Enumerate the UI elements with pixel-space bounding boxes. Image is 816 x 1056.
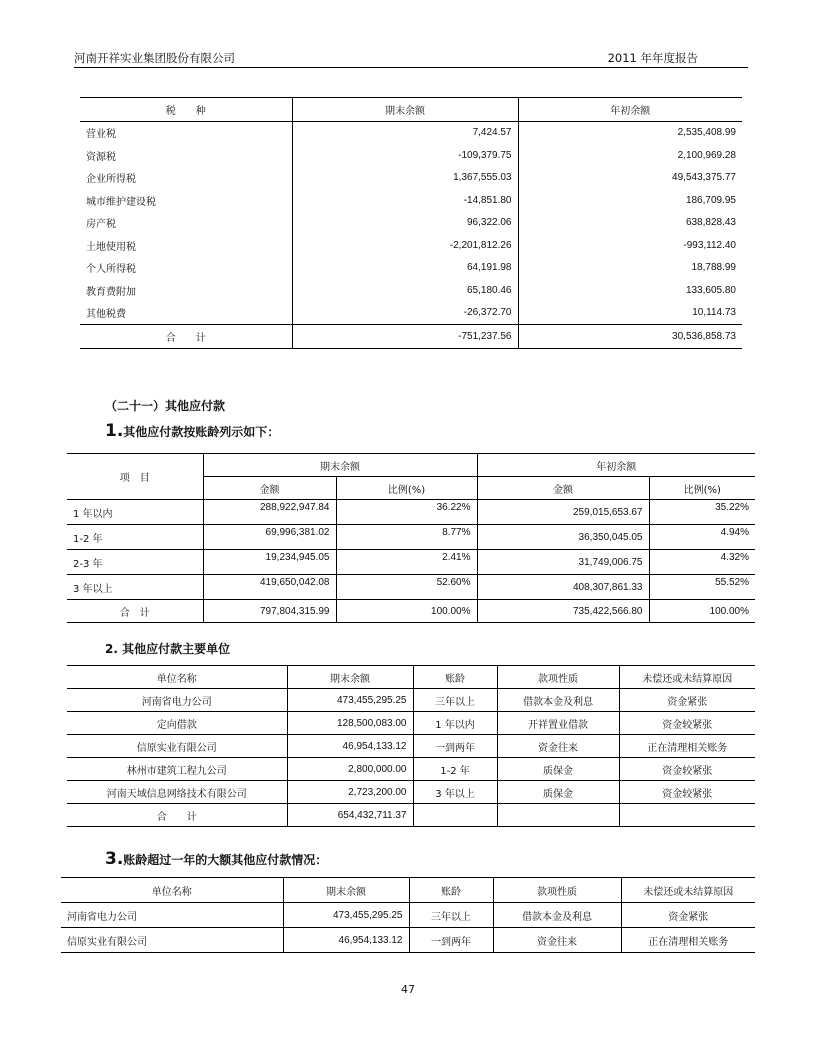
amount-header: 金额 <box>203 477 336 500</box>
end-balance: -14,851.80 <box>292 189 518 212</box>
period-begin-header: 年初余额 <box>477 454 755 477</box>
header-cell: 款项性质 <box>493 878 621 903</box>
age: 1 年以内 <box>413 712 497 735</box>
table-row <box>67 689 755 712</box>
begin-balance: 133,605.80 <box>518 279 742 302</box>
begin-balance: 638,828.43 <box>518 212 742 235</box>
reason: 资金较紧张 <box>619 712 755 735</box>
end-balance: 128,500,083.00 <box>287 712 413 735</box>
table-row <box>80 234 742 257</box>
table-header-row <box>67 666 755 689</box>
begin-balance: 18,788.99 <box>518 257 742 280</box>
total-begin-amount: 735,422,566.80 <box>477 600 649 623</box>
header-cell: 账龄 <box>413 666 497 689</box>
end-balance: 64,191.98 <box>292 257 518 280</box>
tax-name: 教育费附加 <box>86 286 136 298</box>
header-cell: 税 种 <box>80 98 292 122</box>
table-row <box>67 781 755 804</box>
age: 一到两年 <box>409 928 493 953</box>
nature: 资金往来 <box>497 735 619 758</box>
begin-balance: -993,112.40 <box>518 234 742 257</box>
reason: 正在清理相关账务 <box>621 928 755 953</box>
end-ratio: 36.22% <box>336 500 477 525</box>
unit-name: 信原实业有限公司 <box>67 735 287 758</box>
section-heading-1 <box>105 421 279 441</box>
table-header-row <box>80 98 742 122</box>
table-row <box>67 712 755 735</box>
unit-name: 河南省电力公司 <box>61 903 283 928</box>
table-row <box>67 575 755 600</box>
end-balance: 46,954,133.12 <box>283 928 409 953</box>
header-cell: 年初余额 <box>518 98 742 122</box>
report-title: 2011 年年度报告 <box>607 51 698 65</box>
header-cell: 款项性质 <box>497 666 619 689</box>
reason: 资金较紧张 <box>619 781 755 804</box>
unit-name: 定向借款 <box>67 712 287 735</box>
amount-header: 金额 <box>477 477 649 500</box>
tax-name: 土地使用税 <box>86 241 136 253</box>
total-label: 合 计 <box>80 325 292 349</box>
age-bucket: 3 年以上 <box>67 575 203 600</box>
empty-cell <box>497 804 619 827</box>
nature: 质保金 <box>497 781 619 804</box>
table-row <box>80 257 742 280</box>
section-heading-2 <box>105 640 230 657</box>
age: 三年以上 <box>409 903 493 928</box>
header-cell: 单位名称 <box>61 878 283 903</box>
aging-table <box>67 453 755 623</box>
end-balance: -109,379.75 <box>292 144 518 167</box>
age-bucket: 2-3 年 <box>67 550 203 575</box>
begin-amount: 259,015,653.67 <box>477 500 649 525</box>
total-row <box>67 600 755 623</box>
table-row <box>80 167 742 190</box>
header-cell: 期末余额 <box>283 878 409 903</box>
tax-name: 资源税 <box>86 151 116 163</box>
begin-ratio: 4.32% <box>649 550 755 575</box>
age-bucket: 1 年以内 <box>67 500 203 525</box>
end-ratio: 2.41% <box>336 550 477 575</box>
header-cell: 未偿还或未结算原因 <box>621 878 755 903</box>
total-label: 合 计 <box>67 804 287 827</box>
end-balance: 7,424.57 <box>292 121 518 144</box>
empty-cell <box>413 804 497 827</box>
total-row <box>80 325 742 349</box>
begin-balance: 49,543,375.77 <box>518 167 742 190</box>
table-header-row <box>61 878 755 903</box>
end-ratio: 52.60% <box>336 575 477 600</box>
begin-balance: 2,100,969.28 <box>518 144 742 167</box>
end-balance: 473,455,295.25 <box>283 903 409 928</box>
total-begin-ratio: 100.00% <box>649 600 755 623</box>
reason: 资金紧张 <box>619 689 755 712</box>
nature: 开祥置业借款 <box>497 712 619 735</box>
nature: 借款本金及利息 <box>493 903 621 928</box>
table-row <box>61 903 755 928</box>
ratio-header: 比例(%) <box>649 477 755 500</box>
total-label: 合 计 <box>67 600 203 623</box>
begin-amount: 31,749,006.75 <box>477 550 649 575</box>
end-amount: 19,234,945.05 <box>203 550 336 575</box>
tax-name: 其他税费 <box>86 309 126 321</box>
header-cell: 单位名称 <box>67 666 287 689</box>
unit-name: 信原实业有限公司 <box>61 928 283 953</box>
end-balance: -26,372.70 <box>292 302 518 325</box>
age: 一到两年 <box>413 735 497 758</box>
reason: 资金较紧张 <box>619 758 755 781</box>
period-end-header: 期末余额 <box>203 454 477 477</box>
table-row <box>80 121 742 144</box>
end-amount: 69,996,381.02 <box>203 525 336 550</box>
total-end-amount: 797,804,315.99 <box>203 600 336 623</box>
begin-amount: 36,350,045.05 <box>477 525 649 550</box>
end-ratio: 8.77% <box>336 525 477 550</box>
end-balance: 46,954,133.12 <box>287 735 413 758</box>
begin-balance: 2,535,408.99 <box>518 121 742 144</box>
header-cell: 未偿还或未结算原因 <box>619 666 755 689</box>
table-row <box>80 279 742 302</box>
empty-cell <box>619 804 755 827</box>
section-title: 账龄超过一年的大额其他应付款情况： <box>123 853 328 867</box>
section-number: 3. <box>105 849 124 869</box>
begin-amount: 408,307,861.33 <box>477 575 649 600</box>
main-units-table <box>67 665 755 827</box>
section-title: 其他应付款按账龄列示如下： <box>123 425 280 439</box>
unit-name: 河南省电力公司 <box>67 689 287 712</box>
tax-name: 营业税 <box>86 129 116 141</box>
begin-ratio: 4.94% <box>649 525 755 550</box>
table-row <box>61 928 755 953</box>
tax-name: 城市维护建设税 <box>86 196 156 208</box>
end-amount: 288,922,947.84 <box>203 500 336 525</box>
section-number: 2. <box>105 642 118 656</box>
begin-balance: 186,709.95 <box>518 189 742 212</box>
begin-ratio: 55.52% <box>649 575 755 600</box>
tax-name: 个人所得税 <box>86 264 136 276</box>
page-header <box>74 50 748 68</box>
end-balance: -2,201,812.26 <box>292 234 518 257</box>
table-row <box>80 212 742 235</box>
total-end-balance: 654,432,711.37 <box>287 804 413 827</box>
table-row <box>67 758 755 781</box>
total-begin: 30,536,858.73 <box>518 325 742 349</box>
unit-name: 林州市建筑工程九公司 <box>67 758 287 781</box>
over-one-year-table <box>61 877 755 953</box>
age: 1-2 年 <box>413 758 497 781</box>
table-row <box>80 189 742 212</box>
reason: 正在清理相关账务 <box>619 735 755 758</box>
end-balance: 473,455,295.25 <box>287 689 413 712</box>
end-balance: 65,180.46 <box>292 279 518 302</box>
header-cell: 期末余额 <box>287 666 413 689</box>
end-balance: 2,723,200.00 <box>287 781 413 804</box>
begin-balance: 10,114.73 <box>518 302 742 325</box>
total-end-ratio: 100.00% <box>336 600 477 623</box>
section-number: 1. <box>105 421 124 441</box>
total-end: -751,237.56 <box>292 325 518 349</box>
header-cell: 账龄 <box>409 878 493 903</box>
section-title: 其他应付款主要单位 <box>122 642 231 656</box>
header-cell: 期末余额 <box>292 98 518 122</box>
end-balance: 1,367,555.03 <box>292 167 518 190</box>
table-header-row <box>67 454 755 477</box>
table-row <box>67 550 755 575</box>
table-row <box>80 144 742 167</box>
company-name: 河南开祥实业集团股份有限公司 <box>74 51 235 65</box>
table-row <box>67 735 755 758</box>
page-number: 47 <box>401 983 415 996</box>
end-amount: 419,650,042.08 <box>203 575 336 600</box>
section-heading-21: （二十一）其他应付款 <box>105 399 226 413</box>
ratio-header: 比例(%) <box>336 477 477 500</box>
tax-name: 企业所得税 <box>86 174 136 186</box>
end-balance: 2,800,000.00 <box>287 758 413 781</box>
age: 三年以上 <box>413 689 497 712</box>
age: 3 年以上 <box>413 781 497 804</box>
table-row <box>67 500 755 525</box>
nature: 质保金 <box>497 758 619 781</box>
nature: 资金往来 <box>493 928 621 953</box>
tax-name: 房产税 <box>86 219 116 231</box>
age-bucket: 1-2 年 <box>67 525 203 550</box>
section-heading-3 <box>105 849 327 869</box>
nature: 借款本金及利息 <box>497 689 619 712</box>
tax-payable-table <box>80 97 742 349</box>
total-row <box>67 804 755 827</box>
table-row <box>67 525 755 550</box>
end-balance: 96,322.06 <box>292 212 518 235</box>
table-row <box>80 302 742 325</box>
begin-ratio: 35.22% <box>649 500 755 525</box>
reason: 资金紧张 <box>621 903 755 928</box>
unit-name: 河南天域信息网络技术有限公司 <box>67 781 287 804</box>
item-header: 项 目 <box>67 454 203 500</box>
